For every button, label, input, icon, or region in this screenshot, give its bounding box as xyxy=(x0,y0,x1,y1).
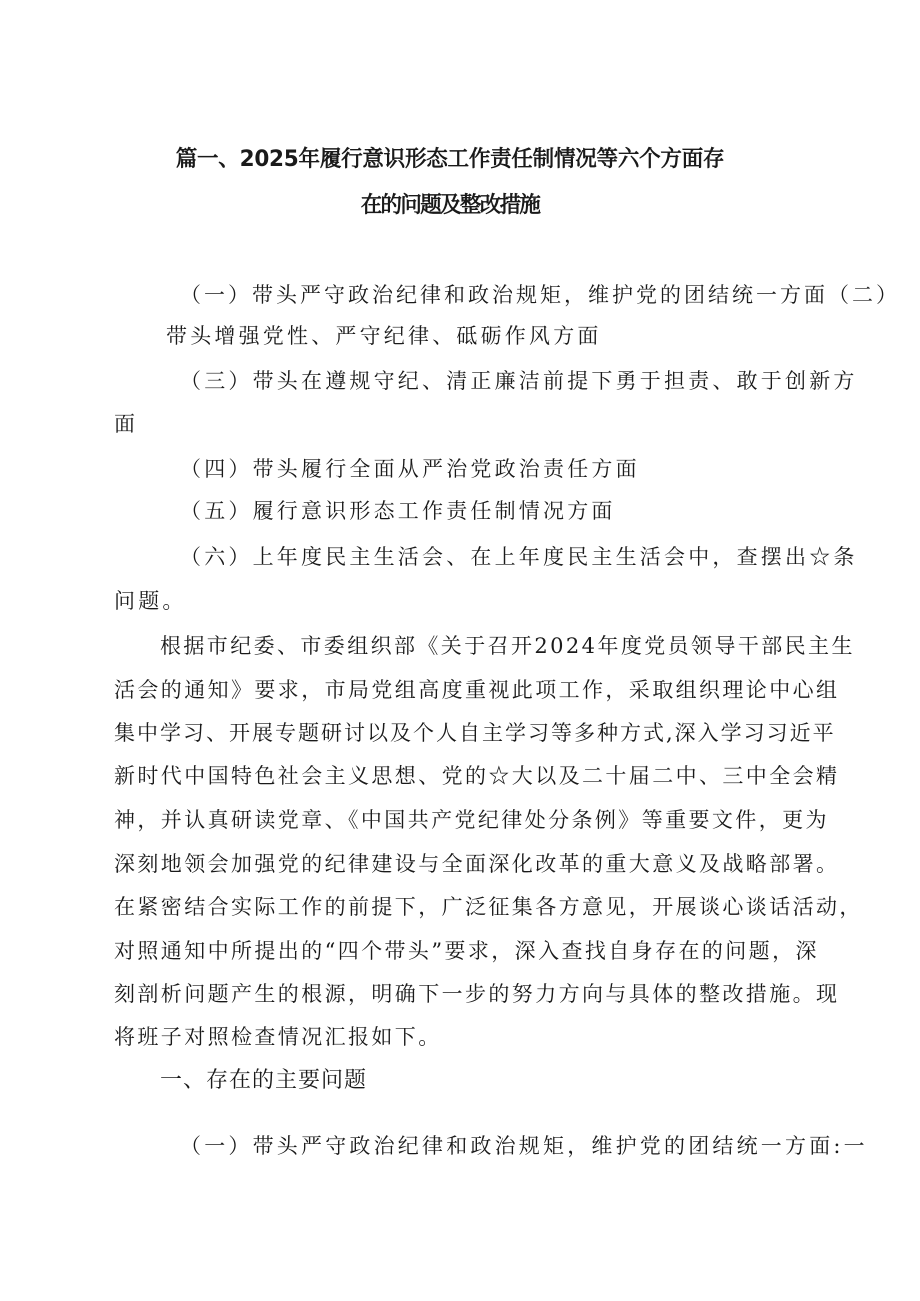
body-line-7: 在紧密结合实际工作的前提下，广泛征集各方意见，开展谈心谈话活动， xyxy=(114,895,863,919)
outline-item-6: （六）上年度民主生活会、在上年度民主生活会中，查摆出☆条 xyxy=(180,545,858,569)
outline-item-2: 带头增强党性、严守纪律、砥砺作风方面 xyxy=(166,324,602,348)
outline-item-4: （四）带头履行全面从严治党政治责任方面 xyxy=(180,457,640,481)
body-line-3: 集中学习、开展专题研讨以及个人自主学习等多种方式,深入学习习近平 xyxy=(114,721,836,745)
body-line-2: 活会的通知》要求，市局党组高度重视此项工作，采取组织理论中心组 xyxy=(114,678,840,702)
section-first-line: （一）带头严守政治纪律和政治规矩，维护党的团结统一方面:一 xyxy=(180,1134,868,1158)
body-line-4: 新时代中国特色社会主义思想、党的☆大以及二十届二中、三中全会精 xyxy=(114,764,840,788)
document-title-line-1: 篇一、2025年履行意识形态工作责任制情况等六个方面存 xyxy=(175,147,725,172)
body-line-6: 深刻地领会加强党的纪律建设与全面深化改革的重大意义及战略部署。 xyxy=(114,852,840,876)
section-heading: 一、存在的主要问题 xyxy=(160,1068,368,1093)
outline-item-3: （三）带头在遵规守纪、清正廉洁前提下勇于担责、敢于创新方 xyxy=(180,369,858,393)
body-line-5: 神，并认真研读党章、《中国共产党纪律处分条例》等重要文件，更为 xyxy=(114,808,829,832)
outline-item-5: （五）履行意识形态工作责任制情况方面 xyxy=(180,499,616,523)
body-line-9: 刻剖析问题产生的根源，明确下一步的努力方向与具体的整改措施。现 xyxy=(114,982,840,1006)
body-line-10: 将班子对照检查情况汇报如下。 xyxy=(114,1025,442,1049)
body-line-8: 对照通知中所提出的“四个带头”要求，深入查找自身存在的问题，深 xyxy=(114,939,819,963)
outline-item-6-cont: 问题。 xyxy=(114,589,187,613)
document-title-line-2: 在的问题及整改措施 xyxy=(360,193,540,218)
outline-item-1: （一）带头严守政治纪律和政治规矩，维护党的团结统一方面（二） xyxy=(180,283,900,307)
outline-item-3-cont: 面 xyxy=(114,412,139,436)
body-line-1: 根据市纪委、市委组织部《关于召开2024年度党员领导干部民主生 xyxy=(160,634,855,658)
